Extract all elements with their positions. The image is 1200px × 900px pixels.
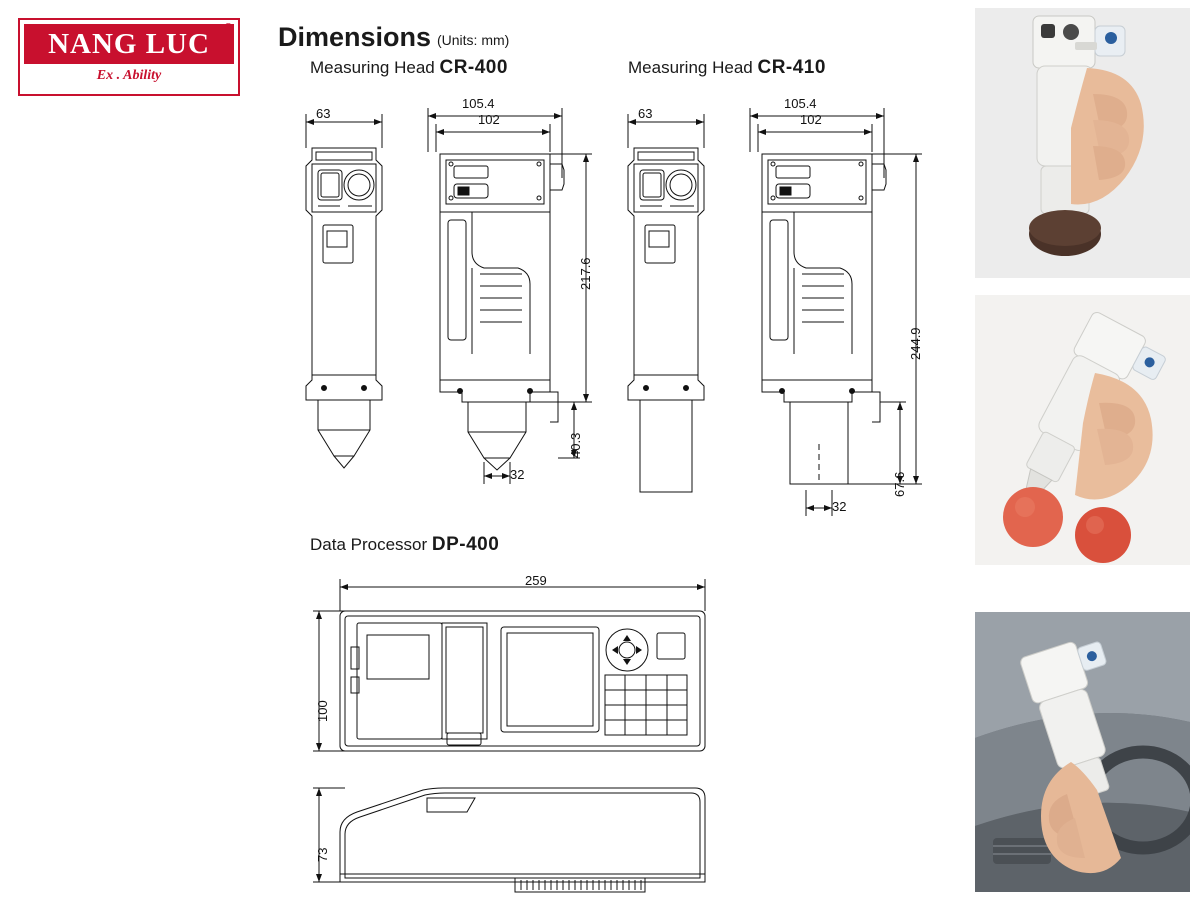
dim-cr410-side-inner: 102 bbox=[800, 112, 822, 127]
dim-cr410-nose-width: 32 bbox=[832, 499, 847, 514]
logo-registered-mark: ® bbox=[224, 22, 232, 33]
section-prefix-cr400: Measuring Head bbox=[310, 58, 440, 77]
section-model-cr400: CR-400 bbox=[439, 57, 508, 78]
logo-red-banner bbox=[24, 24, 234, 64]
dim-cr400-nose-height: 40.3 bbox=[568, 432, 583, 458]
dim-cr410-front-width: 63 bbox=[638, 106, 653, 121]
dim-cr410-side-outer: 105.4 bbox=[784, 96, 817, 111]
drawing-cr400-front bbox=[290, 100, 400, 500]
section-label-cr410 bbox=[628, 57, 826, 79]
logo-name: NANG LUC bbox=[48, 27, 210, 60]
dim-cr400-side-outer: 105.4 bbox=[462, 96, 495, 111]
units-label: (Units: mm) bbox=[437, 32, 510, 48]
photo-hand-holding-measuring-head bbox=[975, 8, 1190, 278]
dim-dp400-depth: 100 bbox=[315, 700, 330, 722]
dim-cr400-side-inner: 102 bbox=[478, 112, 500, 127]
drawing-cr410-side bbox=[740, 92, 940, 532]
page-title: Dimensions bbox=[278, 22, 432, 52]
section-prefix-cr410: Measuring Head bbox=[628, 58, 758, 77]
dim-cr410-nose-height: 67.6 bbox=[892, 471, 907, 497]
logo-tagline: Ex . Ability bbox=[96, 68, 162, 83]
dim-cr410-height: 244.9 bbox=[908, 327, 923, 360]
dim-cr400-height: 217.6 bbox=[578, 257, 593, 290]
company-logo bbox=[18, 18, 240, 96]
dim-dp400-height: 73 bbox=[315, 847, 330, 862]
dim-dp400-width: 259 bbox=[525, 573, 547, 588]
drawing-dp400-side bbox=[305, 770, 745, 895]
section-label-dp400 bbox=[310, 534, 499, 556]
dim-cr400-front-width: 63 bbox=[316, 106, 331, 121]
photo-measuring-tomatoes bbox=[975, 295, 1190, 565]
photo-measuring-car-dashboard bbox=[975, 612, 1190, 892]
section-model-dp400: DP-400 bbox=[431, 534, 500, 555]
drawing-dp400-top bbox=[305, 565, 745, 765]
section-label-cr400 bbox=[310, 57, 508, 79]
dim-cr400-nose-width: 32 bbox=[510, 467, 525, 482]
section-prefix-dp400: Data Processor bbox=[310, 535, 432, 554]
drawing-cr410-front bbox=[612, 100, 722, 520]
section-model-cr410: CR-410 bbox=[757, 57, 826, 78]
